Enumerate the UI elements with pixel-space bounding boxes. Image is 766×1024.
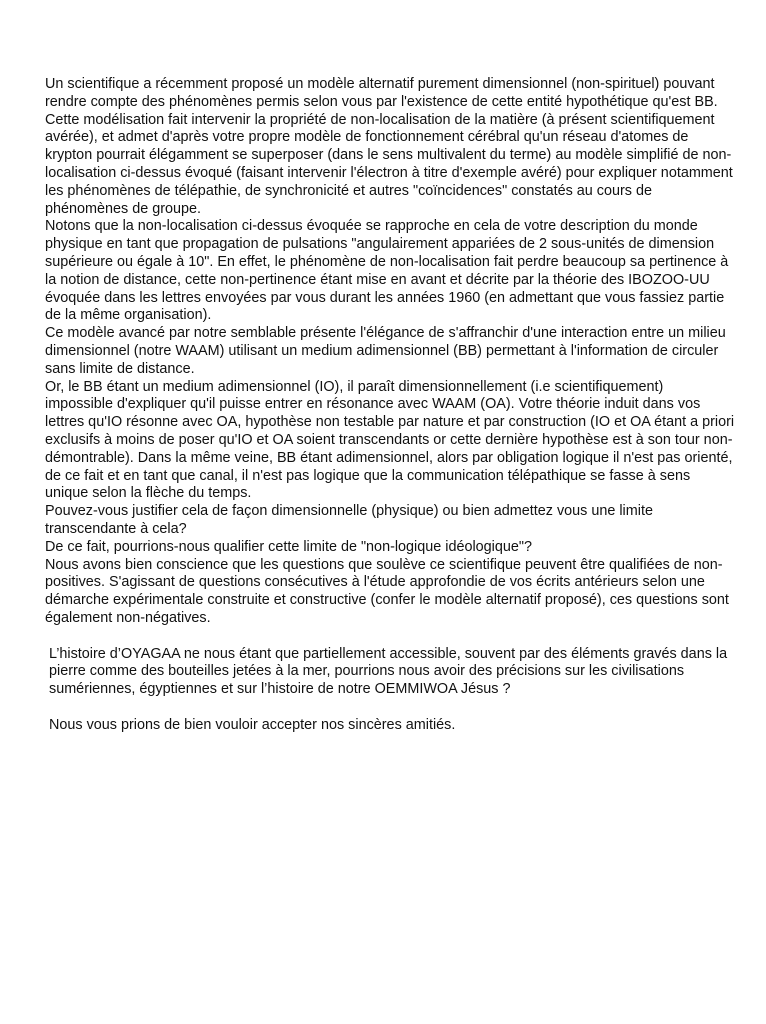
paragraph-gap (45, 628, 735, 646)
paragraph-gap (45, 699, 735, 717)
paragraph-oyagaa-history: L’histoire d’OYAGAA ne nous étant que partiellement accessible, souvent par des éléments gravés dans la pierre comme des bouteilles jetées à la mer, pourrions nous avoir des précisions sur les civilisations sumériennes, égyptiennes et sur l’histoire de notre OEMMIWOA Jésus ? (49, 645, 728, 698)
paragraph-question-justify: Pouvez-vous justifier cela de façon dimensionnelle (physique) ou bien admettez vous une limite transcendante à cela? (45, 503, 653, 537)
paragraph-question-limit: De ce fait, pourrions-nous qualifier cette limite de "non-logique idéologique"? (45, 538, 532, 555)
paragraph-non-localisation: Notons que la non-localisation ci-dessus évoquée se rapproche en cela de votre description du monde physique en tant que propagation de pulsations "angulairement appariées de 2 sous-unités de dimension supérieure ou égale à 10". En effet, le phénomène de non-localisation fait perdre beaucoup sa pertinence à la notion de distance, cette non-pertinence étant mise en avant et décrite par la théorie des IBOZOO-UU évoquée dans les lettres envoyées par vous durant les années 1960 (en admettant que vous fassiez partie de la même organisation). (45, 218, 729, 324)
paragraph-elegance: Ce modèle avancé par notre semblable présente l'élégance de s'affranchir d'une interaction entre un milieu dimensionnel (notre WAAM) utilisant un medium adimensionnel (BB) permettant à l'information de circuler sans limite de distance. (45, 325, 726, 377)
paragraph-bb-medium: Or, le BB étant un medium adimensionnel (IO), il paraît dimensionnellement (i.e scientifiquement) impossible d'expliquer qu'il puisse entrer en résonance avec WAAM (OA). Votre théorie induit dans vos lettres qu'IO résonne avec OA, hypothèse non testable par nature et par construction (IO et OA étant a priori exclusifs à moins de poser qu'IO et OA soient transcendants or cette dernière hypothèse est à son tour non-démontrable). Dans la même veine, BB étant adimensionnel, alors par obligation logique il n'est pas orienté, de ce fait et en tant que canal, il n'est pas logique que la communication télépathique se fasse à sens unique selon la flèche du temps. (45, 378, 735, 502)
paragraph-closing: Nous vous prions de bien vouloir accepter nos sincères amitiés. (49, 716, 456, 733)
paragraph-model: Un scientifique a récemment proposé un modèle alternatif purement dimensionnel (non-spirituel) pouvant rendre compte des phénomènes permis selon vous par l'existence de cette entité hypothétique qu'est BB. Cette modélisation fait intervenir la propriété de non-localisation de la matière (à présent scientifiquement avérée), et admet d'après votre propre modèle de fonctionnement cérébral qu'un réseau d'atomes de krypton pourrait élégamment se superposer (dans le sens multivalent du terme) au modèle simplifié de non-localisation ci-dessus évoqué (faisant intervenir l'électron à titre d'exemple avéré) pour expliquer notamment les phénomènes de télépathie, de synchronicité et autres "coïncidences" constatés au cours de phénomènes de groupe. (45, 76, 733, 217)
document-page (45, 76, 735, 734)
paragraph-awareness: Nous avons bien conscience que les questions que soulève ce scientifique peuvent être qualifiées de non-positives. S'agissant de questions consécutives à l'étude approfondie de vos écrits antérieurs selon une démarche expérimentale construite et constructive (confer le modèle alternatif proposé), ces questions sont également non-négatives. (45, 556, 729, 626)
